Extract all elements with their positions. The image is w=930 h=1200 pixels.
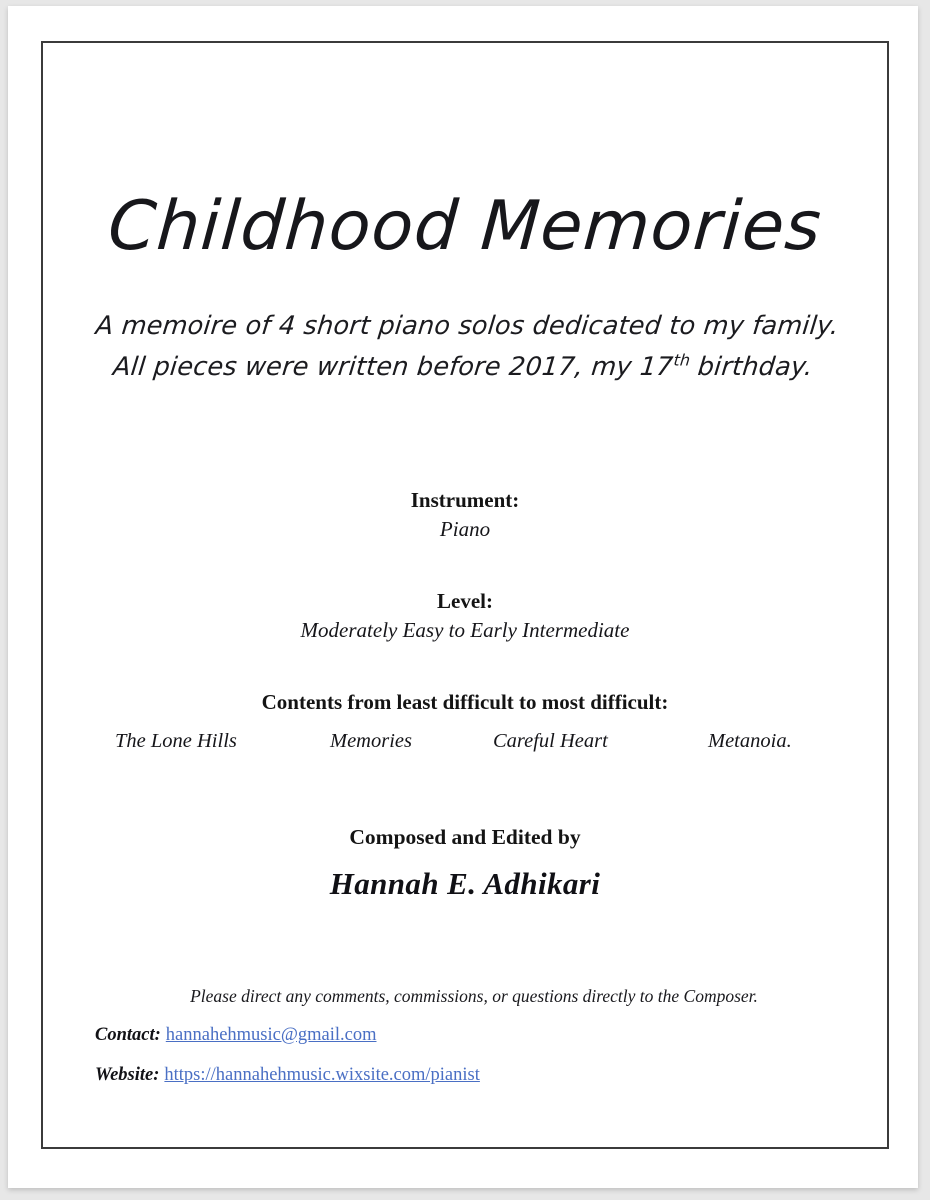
list-item: Memories [330, 730, 412, 753]
website-url-link[interactable]: https://hannahehmusic.wixsite.com/pianist [164, 1065, 480, 1086]
contents-list [43, 730, 887, 760]
subtitle-ordinal-suffix: th [672, 350, 692, 370]
subtitle-line-1: A memoire of 4 short piano solos dedicated to my family. [94, 311, 841, 341]
page-inner-border [41, 41, 889, 1149]
footer-block [43, 986, 887, 1087]
subtitle-line-2 [79, 347, 847, 388]
level-value: Moderately Easy to Early Intermediate [300, 617, 630, 642]
contents-block [43, 688, 887, 760]
instrument-value: Piano [439, 516, 491, 541]
composer-block [43, 825, 887, 902]
page-title: Childhood Memories [105, 187, 825, 266]
composer-prefix: Composed and Edited by [349, 825, 581, 849]
footer-note: Please direct any comments, commissions, or questions directly to the Composer. [190, 986, 758, 1006]
contact-label: Contact: [95, 1025, 161, 1045]
list-item: Metanoia. [708, 730, 792, 753]
composer-name: Hannah E. Adhikari [329, 866, 601, 901]
website-line [43, 1063, 887, 1087]
level-block [43, 587, 887, 645]
title-page-content [43, 43, 887, 1147]
instrument-block [43, 486, 887, 544]
list-item: Careful Heart [493, 730, 608, 753]
contact-email-link[interactable]: hannahehmusic@gmail.com [165, 1025, 377, 1045]
document-subtitle [79, 306, 852, 389]
level-label: Level: [437, 589, 493, 613]
list-item: The Lone Hills [115, 730, 237, 753]
instrument-label: Instrument: [410, 488, 520, 512]
page-sheet [8, 6, 918, 1188]
subtitle-line-2-tail: birthday. [687, 352, 815, 383]
contact-line [43, 1023, 887, 1047]
contents-heading: Contents from least difficult to most difficult: [261, 690, 669, 714]
website-label: Website: [95, 1065, 160, 1086]
subtitle-line-2-main: All pieces were written before 2017, my 17 [111, 352, 675, 383]
